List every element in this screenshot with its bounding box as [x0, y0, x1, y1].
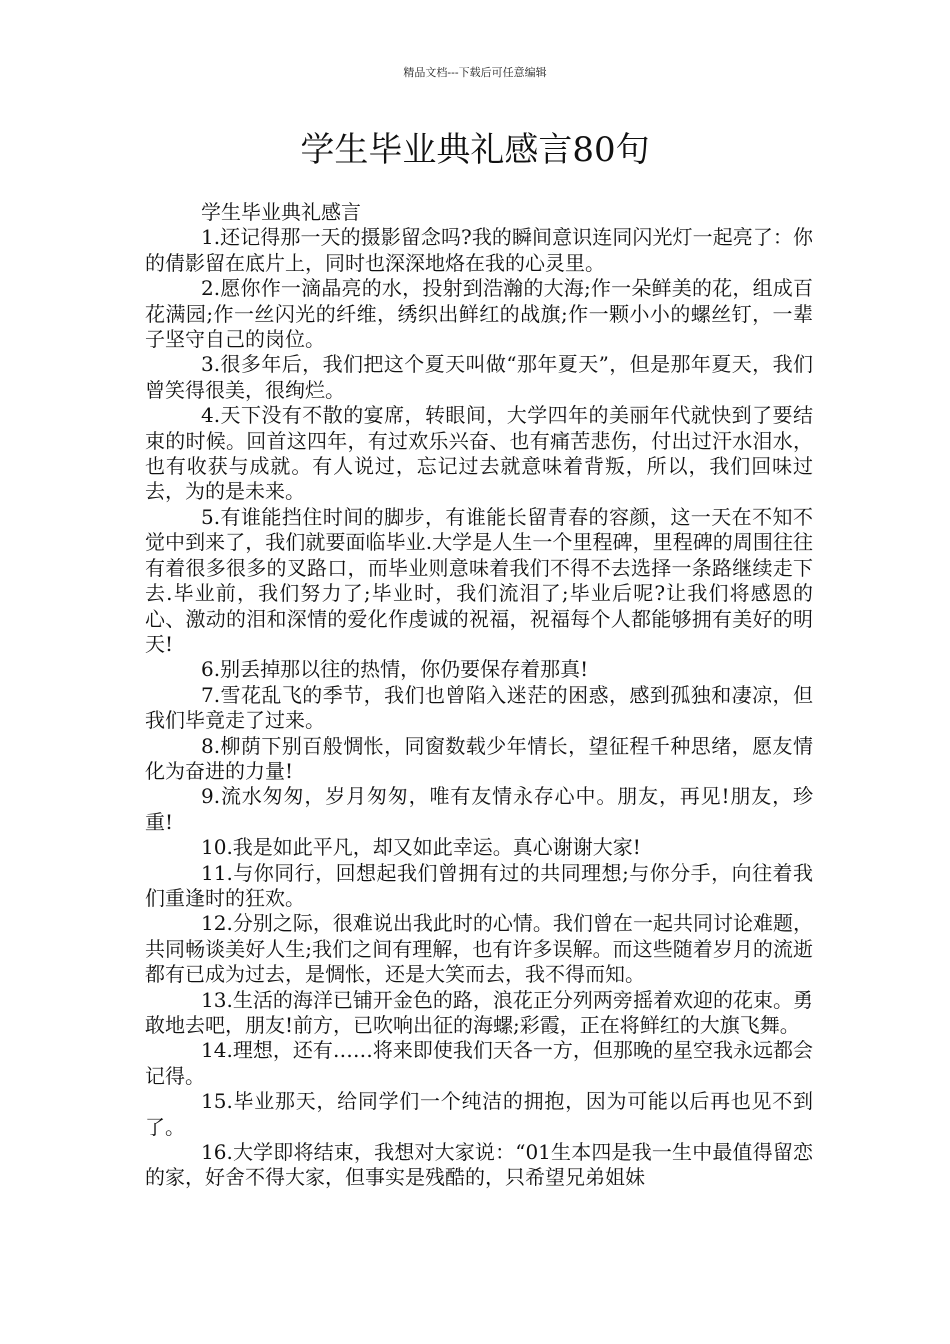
document-body	[145, 200, 813, 1191]
paragraph-12: 12.分别之际，很难说出我此时的心情。我们曾在一起共同讨论难题，共同畅谈美好人生;我们之间有理解，也有许多误解。而这些随着岁月的流逝都有已成为过去，是惆怅，还是大笑而去，我不得而知。	[145, 911, 813, 987]
paragraph-11: 11.与你同行，回想起我们曾拥有过的共同理想;与你分手，向往着我们重逢时的狂欢。	[145, 860, 813, 910]
paragraph-16: 16.大学即将结束，我想对大家说：“01生本四是我一生中最值得留恋的家，好舍不得大家，但事实是残酷的，只希望兄弟姐妹	[145, 1140, 813, 1190]
paragraph-5: 5.有谁能挡住时间的脚步，有谁能长留青春的容颜，这一天在不知不觉中到来了，我们就要面临毕业.大学是人生一个里程碑，里程碑的周围往往有着很多很多的叉路口，而毕业则意味着我们不得不去选择一条路继续走下去.毕业前，我们努力了;毕业时，我们流泪了;毕业后呢?让我们将感恩的心、激动的泪和深情的爱化作虔诚的祝福，祝福每个人都能够拥有美好的明天!	[145, 504, 813, 656]
paragraph-2: 2.愿你作一滴晶亮的水，投射到浩瀚的大海;作一朵鲜美的花，组成百花满园;作一丝闪光的纤维，绣织出鲜红的战旗;作一颗小小的螺丝钉，一辈子坚守自己的岗位。	[145, 276, 813, 352]
paragraph-15: 15.毕业那天，给同学们一个纯洁的拥抱，因为可能以后再也见不到了。	[145, 1089, 813, 1139]
paragraph-4: 4.天下没有不散的宴席，转眼间，大学四年的美丽年代就快到了要结束的时候。回首这四年，有过欢乐兴奋、也有痛苦悲伤，付出过汗水泪水，也有收获与成就。有人说过，忘记过去就意味着背叛，所以，我们回味过去，为的是未来。	[145, 403, 813, 504]
paragraph-10: 10.我是如此平凡，却又如此幸运。真心谢谢大家!	[201, 835, 641, 860]
paragraph-9: 9.流水匆匆，岁月匆匆，唯有友情永存心中。朋友，再见!朋友，珍重!	[145, 784, 813, 834]
paragraph-8: 8.柳荫下别百般惆怅，同窗数载少年情长，望征程千种思绪，愿友情化为奋进的力量!	[145, 733, 813, 783]
paragraph-1: 1.还记得那一天的摄影留念吗?我的瞬间意识连同闪光灯一起亮了：你的倩影留在底片上，同时也深深地烙在我的心灵里。	[145, 225, 813, 275]
paragraph-3: 3.很多年后，我们把这个夏天叫做“那年夏天”，但是那年夏天，我们曾笑得很美，很绚烂。	[145, 352, 813, 402]
paragraph-13: 13.生活的海洋已铺开金色的路，浪花正分列两旁摇着欢迎的花束。勇敢地去吧，朋友!前方，已吹响出征的海螺;彩霞，正在将鲜红的大旗飞舞。	[145, 987, 813, 1037]
document-title: 学生毕业典礼感言80句	[300, 130, 650, 170]
section-subtitle: 学生毕业典礼感言	[201, 200, 361, 224]
paragraph-14: 14.理想，还有……将来即使我们天各一方，但那晚的星空我永远都会记得。	[145, 1038, 813, 1088]
paragraph-6: 6.别丢掉那以往的热情，你仍要保存着那真!	[201, 657, 589, 682]
page-header: 精品文档---下载后可任意编辑	[403, 66, 547, 79]
paragraph-7: 7.雪花乱飞的季节，我们也曾陷入迷茫的困惑，感到孤独和凄凉，但我们毕竟走了过来。	[145, 682, 813, 733]
